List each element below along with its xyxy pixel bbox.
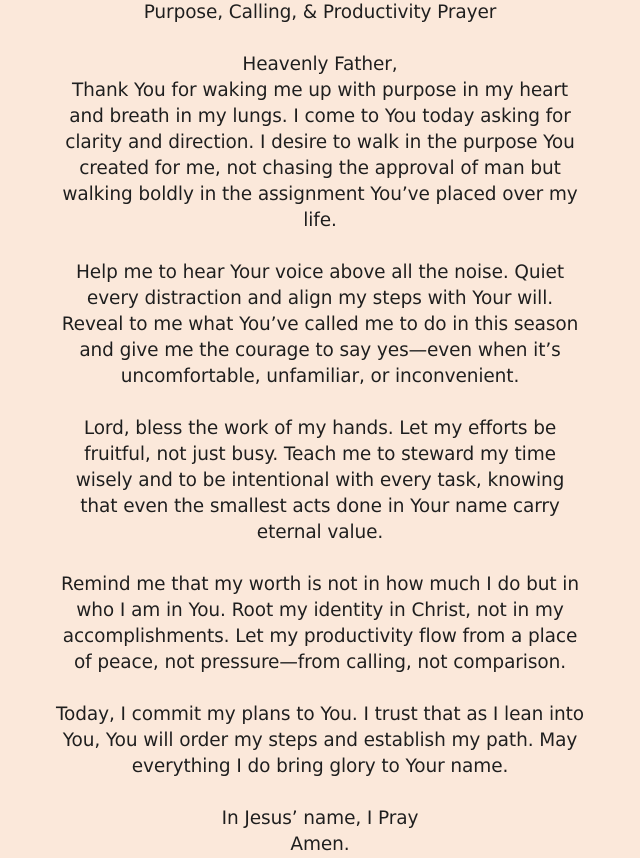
paragraph-line: Help me to hear Your voice above all the noise. Quiet [75, 262, 564, 283]
paragraph-line: of peace, not pressure—from calling, not comparison. [73, 652, 567, 673]
paragraph-1 [0, 78, 640, 234]
paragraph-line: walking boldly in the assignment You’ve placed over my [62, 184, 578, 205]
paragraph-line: fruitful, not just busy. Teach me to steward my time [84, 444, 556, 465]
paragraph-line: Reveal to me what You’ve called me to do in this season [61, 314, 579, 335]
paragraph-gap [0, 390, 640, 416]
paragraph-line: eternal value. [256, 522, 384, 543]
paragraph-line: Remind me that my worth is not in how much I do but in [61, 574, 579, 595]
paragraph-gap [0, 780, 640, 806]
paragraph-2 [0, 260, 640, 390]
paragraph-line: who I am in You. Root my identity in Christ, not in my [76, 600, 564, 621]
paragraph-5 [0, 702, 640, 780]
paragraph-3 [0, 416, 640, 546]
paragraph-line: and breath in my lungs. I come to You today asking for [69, 106, 571, 127]
prayer-body [0, 52, 640, 858]
paragraph-line: and give me the courage to say yes—even when it’s [79, 340, 561, 361]
amen-line: Amen. [290, 834, 350, 855]
paragraph-line: Lord, bless the work of my hands. Let my efforts be [83, 418, 557, 439]
closing-line: In Jesus’ name, I Pray [221, 808, 419, 829]
paragraph-4 [0, 572, 640, 676]
paragraph-line: uncomfortable, unfamiliar, or inconvenient. [120, 366, 520, 387]
paragraph-line: accomplishments. Let my productivity flow from a place [62, 626, 578, 647]
paragraph-line: created for me, not chasing the approval of man but [79, 158, 561, 179]
paragraph-line: Today, I commit my plans to You. I trust that as I lean into [55, 704, 585, 725]
paragraph-gap [0, 546, 640, 572]
paragraph-line: that even the smallest acts done in Your name carry [80, 496, 560, 517]
prayer-title: Purpose, Calling, & Productivity Prayer [143, 2, 497, 23]
paragraph-line: You, You will order my steps and establish my path. May [62, 730, 578, 751]
paragraph-line: Thank You for waking me up with purpose in my heart [71, 80, 569, 101]
paragraph-gap [0, 234, 640, 260]
paragraph-line: wisely and to be intentional with every task, knowing [75, 470, 565, 491]
salutation: Heavenly Father, [242, 54, 398, 75]
paragraph-gap [0, 676, 640, 702]
paragraph-line: every distraction and align my steps with Your will. [86, 288, 554, 309]
paragraph-line: life. [303, 210, 337, 231]
paragraph-line: clarity and direction. I desire to walk in the purpose You [65, 132, 575, 153]
paragraph-line: everything I do bring glory to Your name. [131, 756, 509, 777]
